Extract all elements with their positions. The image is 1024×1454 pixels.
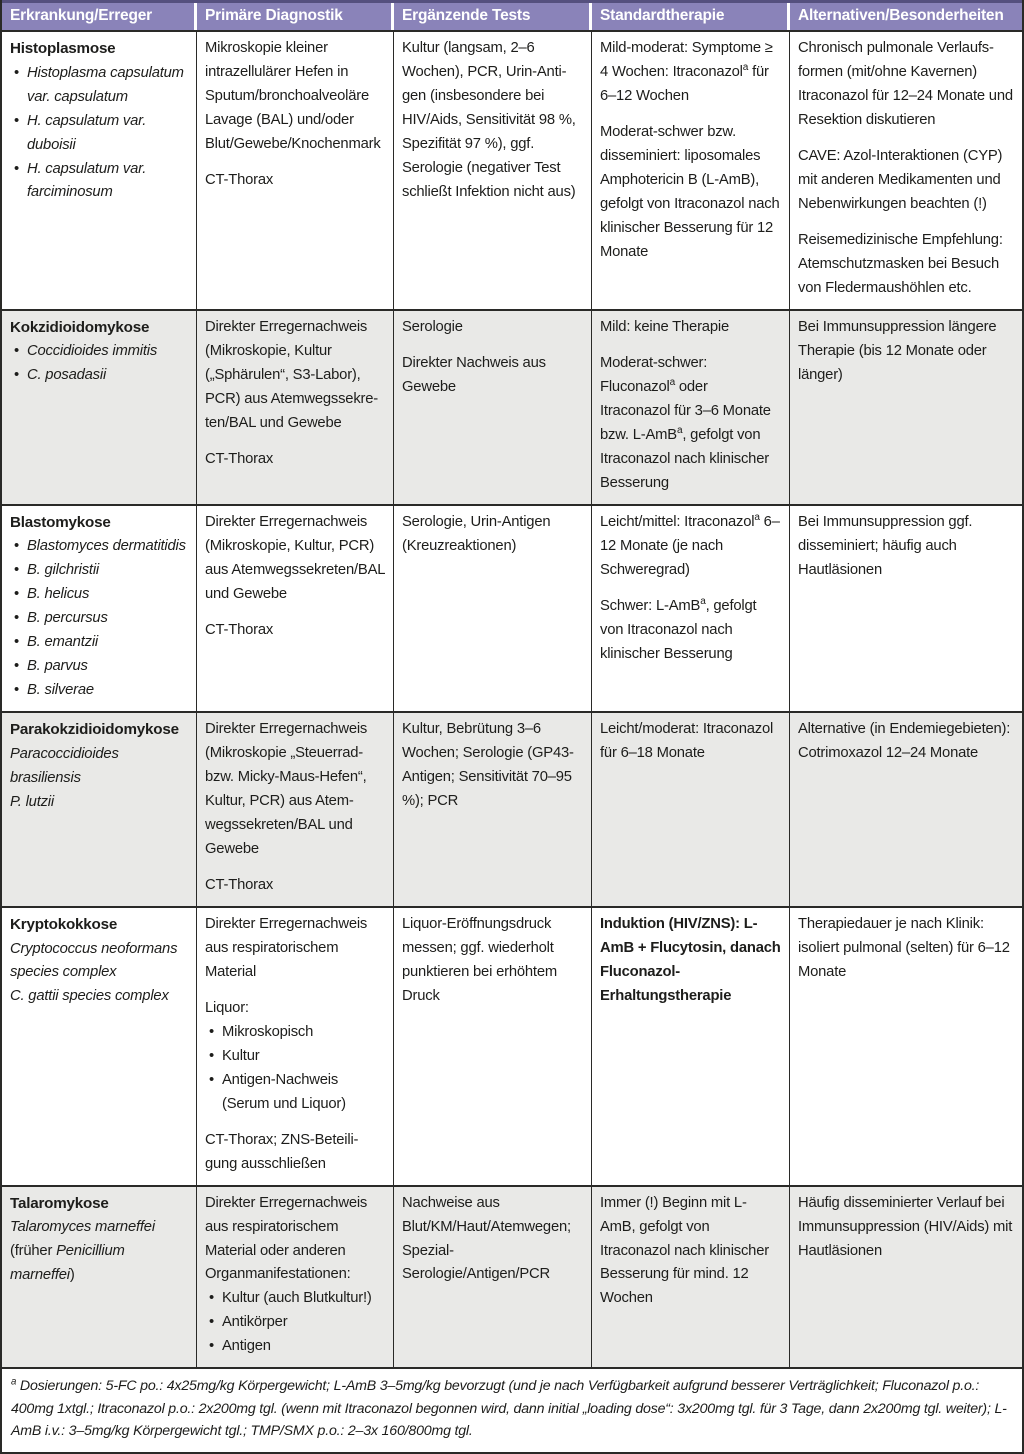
kryptokokkose-ergaenzende-tests-cell — [394, 908, 592, 1185]
list-item: • Antigen — [205, 1335, 385, 1359]
talaromykose-primaere-diagnostik-cell — [197, 1187, 394, 1368]
cell-paragraph: Schwer: L-AmB$^a$, gefolgt von Itraconazol nach klinischer Besserung — [600, 595, 757, 662]
kryptokokkose-alternativen-cell — [790, 908, 1022, 1185]
cell-paragraph: CT-Thorax; ZNS-Beteiligung ausschließen — [205, 1131, 359, 1172]
cell-paragraph: Moderat-schwer bzw. disseminiert: liposomales Amphotericin B (L-AmB), gefolgt von Itraconazol nach klinischer Besserung für 12 Monate — [600, 123, 780, 260]
column-header-standardtherapie: Standardtherapie — [592, 3, 790, 30]
kryptokokkose-primaere-diagnostik-cell — [197, 908, 394, 1185]
cell-paragraph: Liquor: — [205, 999, 249, 1016]
list-item: • B. parvus — [10, 655, 188, 679]
cell-paragraph: CT-Thorax — [205, 450, 274, 467]
footnote-text: Dosierungen: 5-FC po.: 4x25mg/kg Körpergewicht; L-AmB 3–5mg/kg bevorzugt (und je nach Verfügbarkeit aufgrund besserer Verträglichkeit; Fluconazol p.o.: 400mg 1xtgl.; Itraconazol p.o.: 2x200mg tgl. (wenn mit Itraconazol begonnen wird, dann initial „loading dose“: 3x200mg tgl. für 3 Tage, dann 2x200mg tgl. weiter); L-AmB i.v.: 3–5mg/kg Körpergewicht tgl.; TMP/SMX p.o.: 2–3x 160/800mg tgl. — [11, 1378, 1007, 1440]
cell-paragraph: Direkter Erregernachweis (Mikroskopie „Steuerrad- bzw. Micky-Maus-Hefen“, Kultur, PCR) aus Atemwegssekreten/BAL und Gewebe — [205, 721, 368, 857]
cell-paragraph: Mild: keine Therapie — [600, 318, 729, 335]
kryptokokkose-erkrankung-cell — [2, 908, 197, 1185]
cell-paragraph: Direkter Erregernachweis aus respiratorischem Material — [205, 915, 368, 980]
cell-paragraph: Serologie, Urin-Antigen (Kreuzreaktionen) — [402, 513, 551, 554]
table-row-histoplasmose — [2, 30, 1022, 309]
list-item: • B. helicus — [10, 583, 188, 607]
cell-paragraph: Leicht/moderat: Itraconazol für 6–18 Monate — [600, 721, 774, 762]
kokzidioidomykose-standardtherapie-cell — [592, 311, 790, 504]
blastomykose-erkrankung-cell — [2, 506, 197, 711]
cell-paragraph: Direkter Nachweis aus Gewebe — [402, 354, 546, 395]
histoplasmose-primaere-diagnostik-cell — [197, 32, 394, 309]
cell-paragraph: Direkter Erregernachweis (Mikroskopie, Kultur („Sphärulen“, S3-Labor), PCR) aus Atemwegssekreten/BAL und Gewebe — [205, 318, 379, 431]
kokzidioidomykose-erkrankung-cell — [2, 311, 197, 504]
cell-paragraph: C. gattii species complex — [10, 988, 169, 1005]
list-item: • H. capsulatum var. duboisii — [10, 110, 188, 158]
cell-paragraph: Direkter Erregernachweis (Mikroskopie, Kultur, PCR) aus Atemwegssekreten/BAL und Gewebe — [205, 513, 385, 602]
talaromykose-erkrankung-cell — [2, 1187, 197, 1368]
table-row-blastomykose — [2, 504, 1022, 711]
parakokzidioidomykose-alternativen-cell — [790, 713, 1022, 906]
talaromykose-standardtherapie-cell — [592, 1187, 790, 1368]
list-item: • B. silverae — [10, 679, 188, 703]
parakokzidioidomykose-standardtherapie-cell — [592, 713, 790, 906]
list-item: • B. emantzii — [10, 631, 188, 655]
blastomykose-standardtherapie-cell — [592, 506, 790, 711]
parakokzidioidomykose-ergaenzende-tests-cell — [394, 713, 592, 906]
row-title: Blastomykose — [10, 513, 111, 531]
cell-paragraph: CAVE: Azol-Interaktionen (CYP) mit anderen Medikamenten und Nebenwirkungen beachten (!) — [798, 147, 1003, 212]
row-title: Kryptokokkose — [10, 915, 118, 933]
list-item: • Coccidioides immitis — [10, 340, 188, 364]
row-title: Histoplasmose — [10, 40, 116, 57]
footnote-marker: a — [11, 1376, 17, 1388]
cell-paragraph: (früher Penicillium marneffei) — [10, 1243, 125, 1284]
cell-paragraph: Alternative (in Endemiegebieten): Cotrimoxazol 12–24 Monate — [798, 721, 1011, 762]
column-header-ergaenzende-tests: Ergänzende Tests — [394, 3, 592, 30]
cell-paragraph: Nachweise aus Blut/KM/Haut/Atemwegen; Spezial-Serologie/Antigen/PCR — [402, 1194, 571, 1283]
histoplasmose-ergaenzende-tests-cell — [394, 32, 592, 309]
list-item: • Kultur (auch Blutkultur!) — [205, 1287, 385, 1311]
list-item: • B. percursus — [10, 607, 188, 631]
blastomykose-alternativen-cell — [790, 506, 1022, 711]
cell-paragraph: Serologie — [402, 318, 463, 335]
histoplasmose-erkrankung-cell — [2, 32, 197, 309]
table-body — [2, 30, 1022, 1367]
cell-paragraph: Cryptococcus neoformans species complex — [10, 940, 178, 981]
table-header-row — [2, 0, 1022, 30]
cell-paragraph: CT-Thorax — [205, 621, 274, 638]
kokzidioidomykose-alternativen-cell — [790, 311, 1022, 504]
table-row-parakokzidioidomykose — [2, 711, 1022, 906]
row-title: Talaromykose — [10, 1194, 109, 1212]
cell-paragraph: CT-Thorax — [205, 876, 274, 893]
list-item: • H. capsulatum var. farciminosum — [10, 158, 188, 206]
column-header-primaere-diagnostik: Primäre Diagnostik — [197, 3, 394, 30]
column-header-alternativen: Alternativen/Besonderheiten — [798, 7, 1004, 24]
histoplasmose-standardtherapie-cell — [592, 32, 790, 309]
cell-paragraph: Paracoccidioides brasiliensis — [10, 745, 119, 786]
cell-paragraph: Mikroskopie kleiner intrazellulärer Hefen in Sputum/bronchoalveoläre Lavage (BAL) und/oder Blut/Gewebe/Knochenmark — [205, 40, 381, 152]
list-item: • Mikroskopisch — [205, 1021, 385, 1045]
cell-paragraph: CT-Thorax — [205, 171, 274, 188]
cell-paragraph: Moderat-schwer: Fluconazol$^a$ oder Itraconazol für 3–6 Monate bzw. L-AmB$^a$, gefolgt von Itraconazol nach klinischer Besserung — [600, 354, 771, 491]
cell-paragraph: Chronisch pulmonale Verlaufsformen (mit/ohne Kavernen) Itraconazol für 12–24 Monate und Resektion diskutieren — [798, 40, 1013, 128]
parakokzidioidomykose-erkrankung-cell — [2, 713, 197, 906]
cell-paragraph: Leicht/mittel: Itraconazol$^a$ 6–12 Monate (je nach Schweregrad) — [600, 511, 780, 578]
list-item: • Antikörper — [205, 1311, 385, 1335]
column-header-erkrankung: Erkrankung/Erreger — [2, 3, 197, 30]
cell-paragraph: Kultur, Bebrütung 3–6 Wochen; Serologie (GP43-Antigen; Sensitivität 70–95 %); PCR — [402, 721, 574, 809]
row-title: Kokzidioidomykose — [10, 318, 150, 336]
kokzidioidomykose-ergaenzende-tests-cell — [394, 311, 592, 504]
table-row-talaromykose — [2, 1185, 1022, 1368]
row-title: Parakokzidioidomykose — [10, 721, 179, 739]
blastomykose-primaere-diagnostik-cell — [197, 506, 394, 711]
list-item: • Histoplasma capsulatum var. capsulatum — [10, 62, 188, 110]
talaromykose-ergaenzende-tests-cell — [394, 1187, 592, 1368]
parakokzidioidomykose-primaere-diagnostik-cell — [197, 713, 394, 906]
talaromykose-alternativen-cell — [790, 1187, 1022, 1368]
histoplasmose-alternativen-cell — [790, 32, 1022, 309]
cell-paragraph: Mild-moderat: Symptome ≥ 4 Wochen: Itraconazol$^a$ für 6–12 Wochen — [600, 40, 773, 104]
cell-paragraph: Häufig disseminierter Verlauf bei Immunsuppression (HIV/Aids) mit Hautläsionen — [798, 1194, 1013, 1259]
kokzidioidomykose-primaere-diagnostik-cell — [197, 311, 394, 504]
cell-paragraph: Bei Immunsuppression ggf. disseminiert; häufig auch Hautläsionen — [798, 513, 973, 578]
cell-paragraph: Liquor-Eröffnungsdruck messen; ggf. wiederholt punktieren bei erhöhtem Druck — [402, 915, 557, 1004]
cell-paragraph: Kultur (langsam, 2–6 Wochen), PCR, Urin-Antigen (insbesondere bei HIV/Aids, Sensitivität 98 %, Spezifität 97 %), ggf. Serologie (negativer Test schließt Infektion nicht aus) — [402, 40, 576, 200]
table-row-kryptokokkose — [2, 906, 1022, 1185]
cell-paragraph: Therapiedauer je nach Klinik: isoliert pulmonal (selten) für 6–12 Monate — [798, 915, 1010, 980]
list-item: • C. posadasii — [10, 364, 188, 388]
list-item: • Blastomyces dermatitidis — [10, 535, 188, 559]
cell-paragraph: Reisemedizinische Empfehlung: Atemschutzmasken bei Besuch von Fledermaushöhlen etc. — [798, 231, 1003, 296]
cell-paragraph: Induktion (HIV/ZNS): L-AmB + Flucytosin, danach Fluconazol-Erhaltungstherapie — [600, 915, 781, 1004]
cell-paragraph: Direkter Erregernachweis aus respiratorischem Material oder anderen Organmanifestationen: — [205, 1194, 368, 1283]
list-item: • Antigen-Nachweis (Serum und Liquor) — [205, 1069, 385, 1117]
list-item: • B. gilchristii — [10, 559, 188, 583]
cell-paragraph: P. lutzii — [10, 793, 54, 810]
cell-paragraph: Bei Immunsuppression längere Therapie (bis 12 Monate oder länger) — [798, 318, 997, 383]
list-item: • Kultur — [205, 1045, 385, 1069]
kryptokokkose-standardtherapie-cell — [592, 908, 790, 1185]
table-row-kokzidioidomykose — [2, 309, 1022, 504]
footnote — [2, 1367, 1022, 1451]
cell-paragraph: Immer (!) Beginn mit L-AmB, gefolgt von Itraconazol nach klinischer Besserung für mind. 12 Wochen — [600, 1194, 769, 1307]
cell-paragraph: Talaromyces marneffei — [10, 1219, 155, 1236]
blastomykose-ergaenzende-tests-cell — [394, 506, 592, 711]
